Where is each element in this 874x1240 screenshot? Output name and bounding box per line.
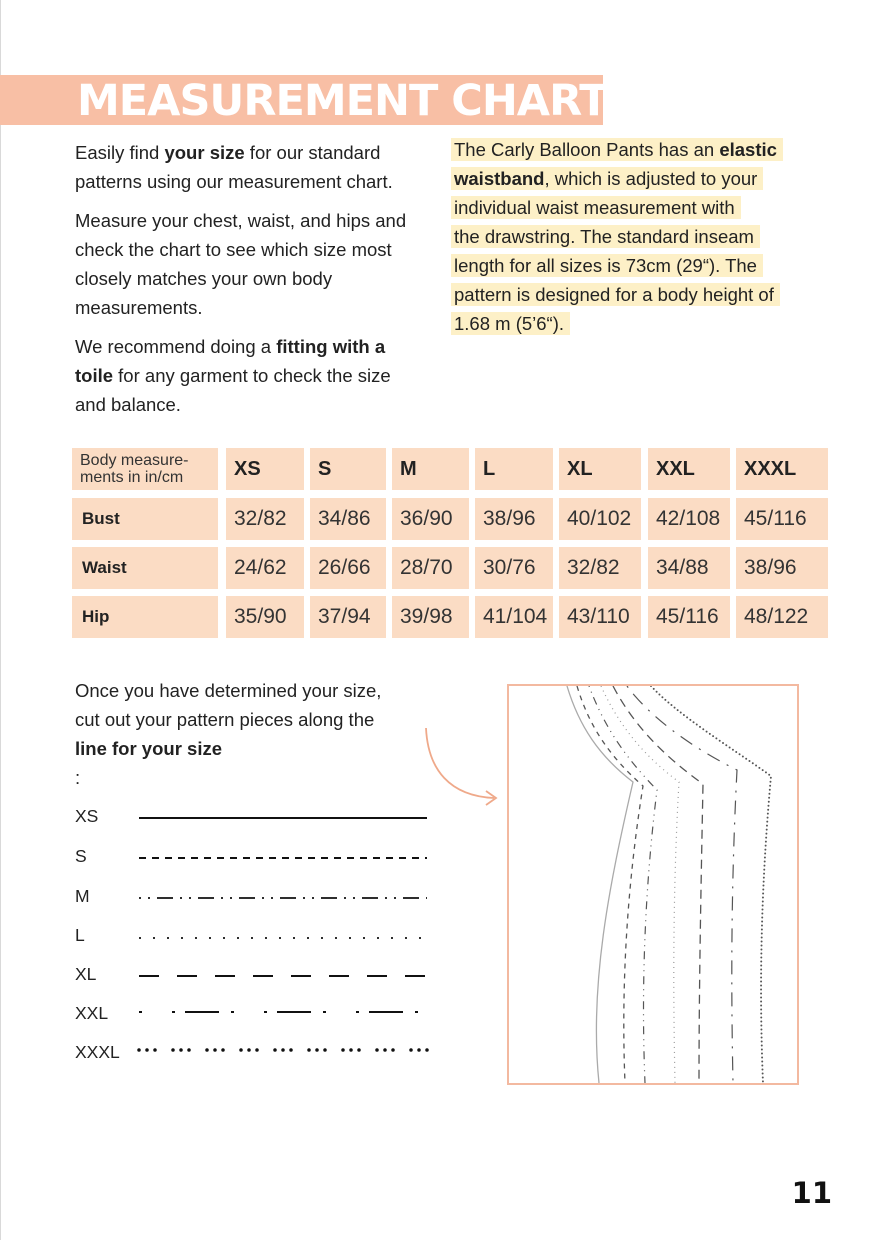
table-cell: 43/110 bbox=[559, 596, 641, 638]
legend-lines bbox=[75, 800, 455, 1080]
table-cell: 39/98 bbox=[392, 596, 469, 638]
page-title: MEASUREMENT CHART bbox=[77, 76, 608, 126]
pattern-line-m bbox=[589, 686, 657, 1083]
highlighted-note bbox=[451, 138, 811, 341]
table-cell: 37/94 bbox=[310, 596, 386, 638]
size-header-m: M bbox=[392, 448, 469, 490]
table-cell: 26/66 bbox=[310, 547, 386, 589]
intro-paragraph-1: Easily find your size for our standard patterns using our measurement chart. bbox=[75, 142, 393, 192]
table-cell: 32/82 bbox=[226, 498, 304, 540]
note-line: the drawstring. The standard inseam bbox=[451, 225, 760, 248]
table-cell: 48/122 bbox=[736, 596, 828, 638]
intro-paragraph-2: Measure your chest, waist, and hips and check the chart to see which size most closely matches your own body measurements. bbox=[75, 210, 407, 318]
cutting-instructions bbox=[75, 676, 425, 792]
pattern-nested-lines bbox=[509, 686, 797, 1083]
pattern-line-xl bbox=[613, 686, 703, 1083]
legend-label-xl: XL bbox=[75, 964, 97, 984]
pattern-line-xxl bbox=[627, 686, 737, 1083]
row-label-waist: Waist bbox=[72, 547, 218, 589]
table-cell: 40/102 bbox=[559, 498, 641, 540]
size-header-xl: XL bbox=[559, 448, 641, 490]
row-label-hip: Hip bbox=[72, 596, 218, 638]
size-header-xs: XS bbox=[226, 448, 304, 490]
legend-label-xs: XS bbox=[75, 806, 99, 826]
size-header-l: L bbox=[475, 448, 553, 490]
table-cell: 38/96 bbox=[475, 498, 553, 540]
pattern-line-l bbox=[601, 686, 679, 1083]
note-line: pattern is designed for a body height of bbox=[451, 283, 780, 306]
intro-column bbox=[75, 138, 425, 429]
note-line: individual waist measurement with bbox=[451, 196, 741, 219]
intro-paragraph-3: We recommend doing a fitting with a toile for any garment to check the size and balance. bbox=[75, 336, 391, 415]
table-cell: 35/90 bbox=[226, 596, 304, 638]
size-line-legend bbox=[75, 800, 455, 1080]
pattern-line-s bbox=[577, 686, 643, 1083]
legend-label-xxxl: XXXL bbox=[75, 1042, 120, 1062]
table-cell: 38/96 bbox=[736, 547, 828, 589]
table-cell: 30/76 bbox=[475, 547, 553, 589]
table-cell: 24/62 bbox=[226, 547, 304, 589]
table-cell: 41/104 bbox=[475, 596, 553, 638]
table-cell: 36/90 bbox=[392, 498, 469, 540]
note-line: length for all sizes is 73cm (29“). The bbox=[451, 254, 763, 277]
note-line: waistband, which is adjusted to your bbox=[451, 167, 763, 190]
table-cell: 28/70 bbox=[392, 547, 469, 589]
note-line: 1.68 m (5’6“). bbox=[451, 312, 570, 335]
page-number: 11 bbox=[791, 1176, 832, 1210]
pattern-line-xxxl bbox=[651, 686, 771, 1083]
table-cell: 34/88 bbox=[648, 547, 730, 589]
cutting-line-2: cut out your pattern pieces along the bbox=[75, 709, 375, 730]
table-corner-header: Body measure- ments in in/cm bbox=[72, 448, 218, 490]
size-header-xxl: XXL bbox=[648, 448, 730, 490]
size-header-xxxl: XXXL bbox=[736, 448, 828, 490]
note-line: The Carly Balloon Pants has an elastic bbox=[451, 138, 783, 161]
row-label-bust: Bust bbox=[72, 498, 218, 540]
legend-label-l: L bbox=[75, 925, 85, 945]
legend-label-s: S bbox=[75, 846, 87, 866]
table-cell: 45/116 bbox=[736, 498, 828, 540]
curved-arrow-icon bbox=[420, 720, 510, 810]
legend-label-xxl: XXL bbox=[75, 1003, 109, 1023]
pattern-line-xs bbox=[567, 686, 633, 1083]
table-cell: 32/82 bbox=[559, 547, 641, 589]
table-cell: 45/116 bbox=[648, 596, 730, 638]
cutting-line-1: Once you have determined your size, bbox=[75, 680, 382, 701]
cutting-line-3: line for your size : bbox=[75, 738, 223, 788]
page-edge bbox=[0, 0, 1, 1240]
size-header-s: S bbox=[310, 448, 386, 490]
table-cell: 34/86 bbox=[310, 498, 386, 540]
legend-label-m: M bbox=[75, 886, 90, 906]
pattern-lines-diagram bbox=[507, 684, 799, 1085]
table-cell: 42/108 bbox=[648, 498, 730, 540]
